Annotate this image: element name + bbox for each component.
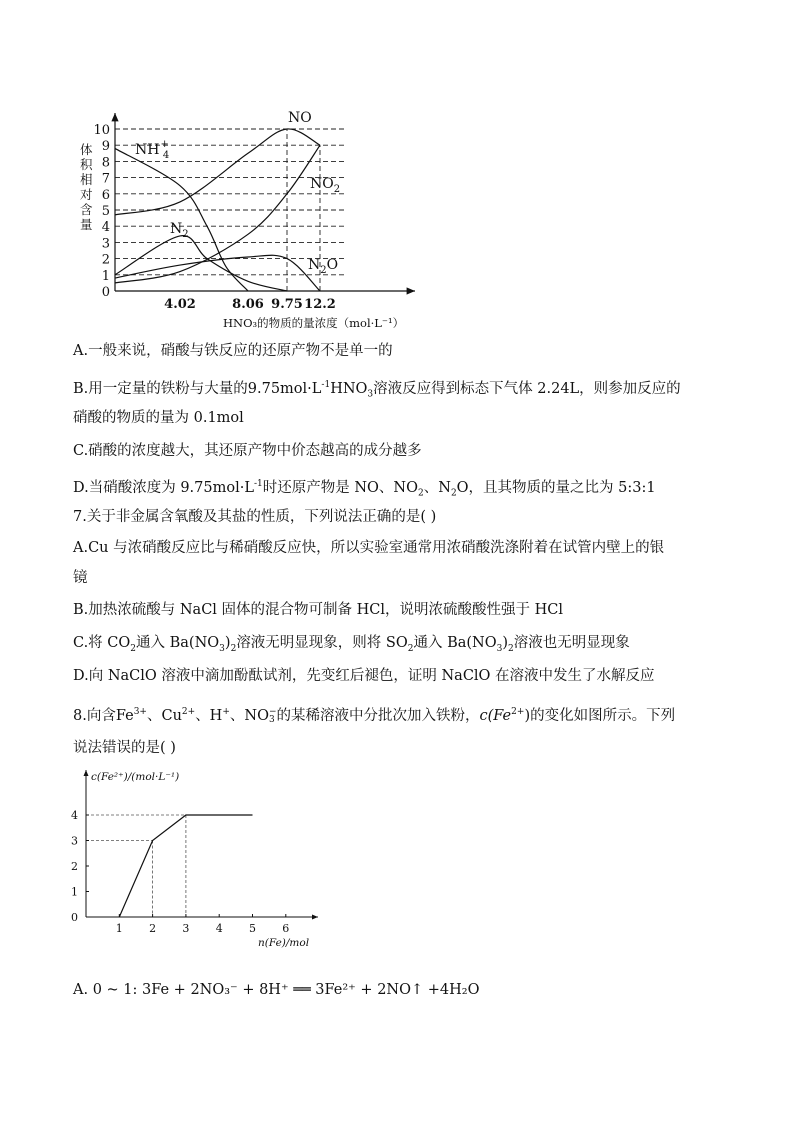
chart1-y-tick: 7 [101, 171, 110, 187]
chart1-y-tick: 1 [101, 268, 110, 284]
q6-option-b: B.用一定量的铁粉与大量的$9.75mol\cdot L^{-1}HNO_3$溶液反应得到标态下气体 2.24L，则参加反应的 [73, 380, 681, 400]
chart1-y-tick: 9 [101, 139, 110, 155]
chart1-y-label-char: 相 [80, 172, 93, 187]
chart1-y-tick: 0 [101, 285, 110, 300]
chart2-y-tick: 1 [71, 885, 78, 899]
chart1-x-tick: 12.2 [304, 297, 336, 312]
chart1-y-label-char: 对 [80, 187, 93, 202]
q7-option-b: B.加热浓硫酸与 NaCl 固体的混合物可制备 HCl，说明浓硫酸酸性强于 HCl [73, 602, 564, 618]
chart1-y-tick: 5 [101, 204, 110, 219]
chart2-guides [86, 815, 186, 917]
q7-stem: 7.关于非金属含氧酸及其盐的性质，下列说法正确的是( ) [73, 509, 437, 525]
chart1-y-tick: 10 [93, 123, 110, 138]
q8-option-a: A. 0 ~ 1: 3Fe + 2NO₃⁻ + 8H⁺ ══ 3Fe²⁺ + 2NO↑ +4H₂O [73, 982, 480, 998]
chart2-y-tick: 4 [71, 809, 78, 822]
q7-option-a: A.Cu 与浓硝酸反应比与稀硝酸反应快，所以实验室通常用浓硝酸洗涤附着在试管内壁上的银 [73, 540, 665, 556]
label-no: NO [288, 110, 312, 126]
chart1-y-tick: 3 [101, 236, 110, 252]
chart1-y-tick: 4 [101, 220, 110, 236]
chart2-y-tick: 0 [71, 911, 78, 924]
chart1-x-tick: 8.06 [232, 297, 264, 312]
chart1-x-label: HNO₃的物质的量浓度（mol·L⁻¹） [223, 316, 405, 330]
chart1-y-tick: 8 [101, 155, 110, 171]
chart2-y-tick: 2 [71, 860, 78, 873]
chart1-y-label-char: 积 [80, 157, 93, 172]
chart1-y-tick: 6 [101, 187, 110, 203]
chart2-x-tick: 3 [182, 922, 190, 935]
chart1-y-label-char: 含 [80, 202, 93, 217]
chart2-x-tick: 5 [249, 922, 256, 935]
chart2-x-tick: 2 [149, 922, 157, 935]
chart2-x-tick: 6 [282, 922, 290, 935]
chart2-x-label: n(Fe)/mol [258, 937, 310, 949]
label-no2: $NO_2$ [310, 176, 341, 195]
q6-option-d: D.当硝酸浓度为 $9.75mol\cdot L^{-1}$时还原产物是 NO、$NO_2$、$N_2O$，且其物质的量之比为 5:3:1 [73, 479, 656, 499]
q7-option-c: C.将 $CO_2$通入 $Ba(NO_3)_2$溶液无明显现象，则将 $SO_2$通入 $Ba(NO_3)_2$溶液也无明显现象 [73, 635, 630, 654]
chart2-x-tick: 4 [215, 922, 223, 935]
chart1-x-tick: 4.02 [164, 297, 196, 312]
q7-option-a-cont: 镜 [73, 570, 88, 586]
q8-stem-cont: 说法错误的是( ) [73, 740, 176, 756]
chart2-x-tick: 1 [115, 922, 123, 935]
label-nh4: NH+ 4 [135, 139, 170, 161]
q6-option-b-cont: 硝酸的物质的量为 0.1mol [73, 410, 244, 426]
label-n2o: $N_2O$ [308, 257, 339, 276]
chart2-y-label: c(Fe²⁺)/(mol·L⁻¹) [91, 771, 180, 783]
q6-option-a: A.一般来说，硝酸与铁反应的还原产物不是单一的 [73, 343, 393, 359]
label-n2: $N_2$ [170, 221, 189, 240]
q6-option-c: C.硝酸的浓度越大，其还原产物中价态越高的成分越多 [73, 443, 422, 459]
chart1-y-tick: 2 [101, 252, 110, 268]
chart2-ticks [71, 809, 289, 935]
chart2-y-tick: 3 [71, 834, 78, 848]
q8-stem: 8.向含$Fe^{3+}$、$Cu^{2+}$、H+、NO − 3 的某稀溶液中分批次加入铁粉，$c(Fe^{2+})$的变化如图所示。下列 [73, 706, 676, 725]
chart1-x-tick: 9.75 [271, 297, 303, 312]
chart1-y-label-char: 体 [80, 142, 93, 157]
chart1-y-label-char: 量 [80, 217, 93, 232]
q7-option-d: D.向 NaClO 溶液中滴加酚酞试剂，先变红后褪色，证明 NaClO 在溶液中发生了水解反应 [73, 668, 655, 684]
